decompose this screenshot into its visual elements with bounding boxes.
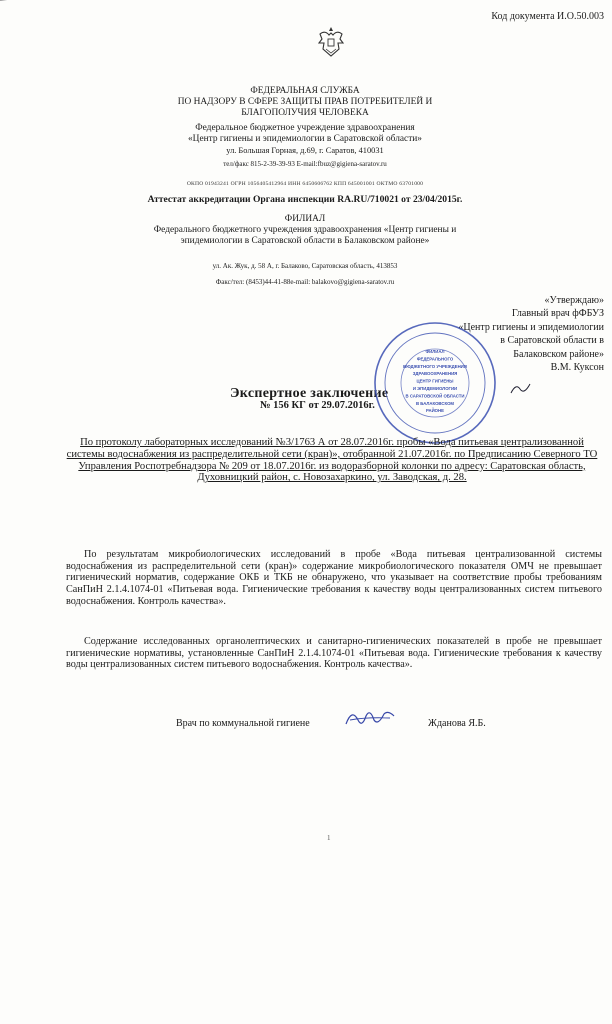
approval-line-1: Главный врач фФБУЗ [511, 308, 604, 320]
approval-line-4: Балаковском районе» [513, 348, 604, 360]
branch-line-2: эпидемиологии в Саратовской области в Балаковском районе» [180, 236, 430, 246]
header-line-1: ФЕДЕРАЛЬНАЯ СЛУЖБА [250, 86, 360, 96]
branch-address: ул. Ак. Жук, д. 58 А, г. Балаково, Саратовская область, 413853 [212, 262, 398, 270]
approval-line-3: в Саратовской области в [500, 335, 604, 347]
paragraph-sanitary: Содержание исследованных органолептических и санитарно-гигиенических показателей в пробе не превышает гигиенические нормативы, установленные СанПиН 2.1.4.1074-01 «Питьевая вода. Гигиенические требования к качеству воды централизованных систем питьевого водоснабжения. Контроль качества». [66, 636, 602, 671]
stamp-text-line: В БАЛАКОВСКОМ [415, 400, 455, 406]
doctor-name: Жданова Я.Б. [428, 718, 486, 729]
stamp-text-line: ФЕДЕРАЛЬНОГО [416, 356, 454, 362]
approval-signer: В.М. Куксон [550, 362, 604, 374]
header-org-2: «Центр гигиены и эпидемиологии в Саратовской области» [187, 134, 422, 144]
approval-line-2: «Центр гигиены и эпидемиологии [458, 321, 604, 333]
stamp-text-line: ЗДРАВООХРАНЕНИЯ [412, 371, 458, 377]
scan-corner-mark [0, 0, 42, 2]
stamp-text-line: ФИЛИАЛ [425, 349, 445, 354]
coat-of-arms-icon [316, 25, 346, 59]
accreditation-line: Аттестат аккредитации Органа инспекции RA.RU/710021 от 23/04/2015г. [147, 194, 463, 205]
branch-contacts: Факс/тел: (8453)44-41-88e-mail: balakovo@gigiena-saratov.ru [215, 278, 395, 286]
head-doctor-signature [510, 381, 532, 395]
document-code: Код документа И.О.50.003 [491, 11, 604, 22]
header-line-3: БЛАГОПОЛУЧИЯ ЧЕЛОВЕКА [241, 108, 369, 118]
header-address: ул. Большая Горная, д.69, г. Саратов, 410031 [226, 146, 384, 155]
document-title: Экспертное заключение [230, 386, 389, 401]
header-line-2: ПО НАДЗОРУ В СФЕРЕ ЗАЩИТЫ ПРАВ ПОТРЕБИТЕЛЕЙ И [177, 97, 433, 107]
stamp-text-line: ЦЕНТР ГИГИЕНЫ [416, 378, 454, 384]
approval-heading: «Утверждаю» [544, 295, 604, 306]
doctor-role: Врач по коммунальной гигиене [176, 718, 310, 729]
official-stamp [370, 318, 500, 448]
document-number: № 156 КГ от 29.07.2016г. [260, 400, 375, 411]
stamp-text-line: РАЙОНЕ [426, 408, 444, 414]
doctor-signature [342, 706, 398, 730]
stamp-text-line: БЮДЖЕТНОГО УЧРЕЖДЕНИЯ [403, 363, 467, 369]
paragraph-microbiology: По результатам микробиологических исследований в пробе «Вода питьевая централизованной системы водоснабжения из распределительной сети (кран)» содержание микробиологического показателя ОМЧ не превышает гигиенический норматив, содержание ОКБ и ТКБ не обнаружено, что указывает на соответствие пробы требованиям СанПиН 2.1.4.1074-01 «Питьевая вода. Гигиенические требования к качеству воды централизованных систем питьевого водоснабжения. Контроль качества». [66, 549, 602, 607]
stamp-text-line: В САРАТОВСКОЙ ОБЛАСТИ [405, 393, 465, 399]
protocol-text: По протоколу лабораторных исследований №3/1763 А от 28.07.2016г. пробы «Вода питьевая централизованной системы водоснабжения из распределительной сети (кран)», отобранной 21.07.2016г. по Предписанию Северного ТО Управления Роспотребнадзора № 209 от 18.07.2016г. из водоразборной колонки по адресу: Саратовская область, Духовницкий район, с. Новозахаркино, ул. Заводская, д. 28. [66, 437, 598, 484]
page-mark: 1 [327, 834, 331, 842]
header-org-1: Федеральное бюджетное учреждение здравоохранения [195, 123, 415, 133]
stamp-text-line: И ЭПИДЕМИОЛОГИИ [412, 386, 458, 391]
branch-title: ФИЛИАЛ [284, 214, 326, 224]
header-codes: ОКПО 01943241 ОГРН 1056405412964 ИНН 6450606762 КПП 645001001 ОКТМО 63701000 [186, 181, 424, 187]
header-contacts: тел/факс 815-2-39-39-93 E-mail:fbuz@gigiena-saratov.ru [223, 160, 387, 168]
branch-line-1: Федерального бюджетного учреждения здравоохранения «Центр гигиены и [153, 225, 457, 235]
